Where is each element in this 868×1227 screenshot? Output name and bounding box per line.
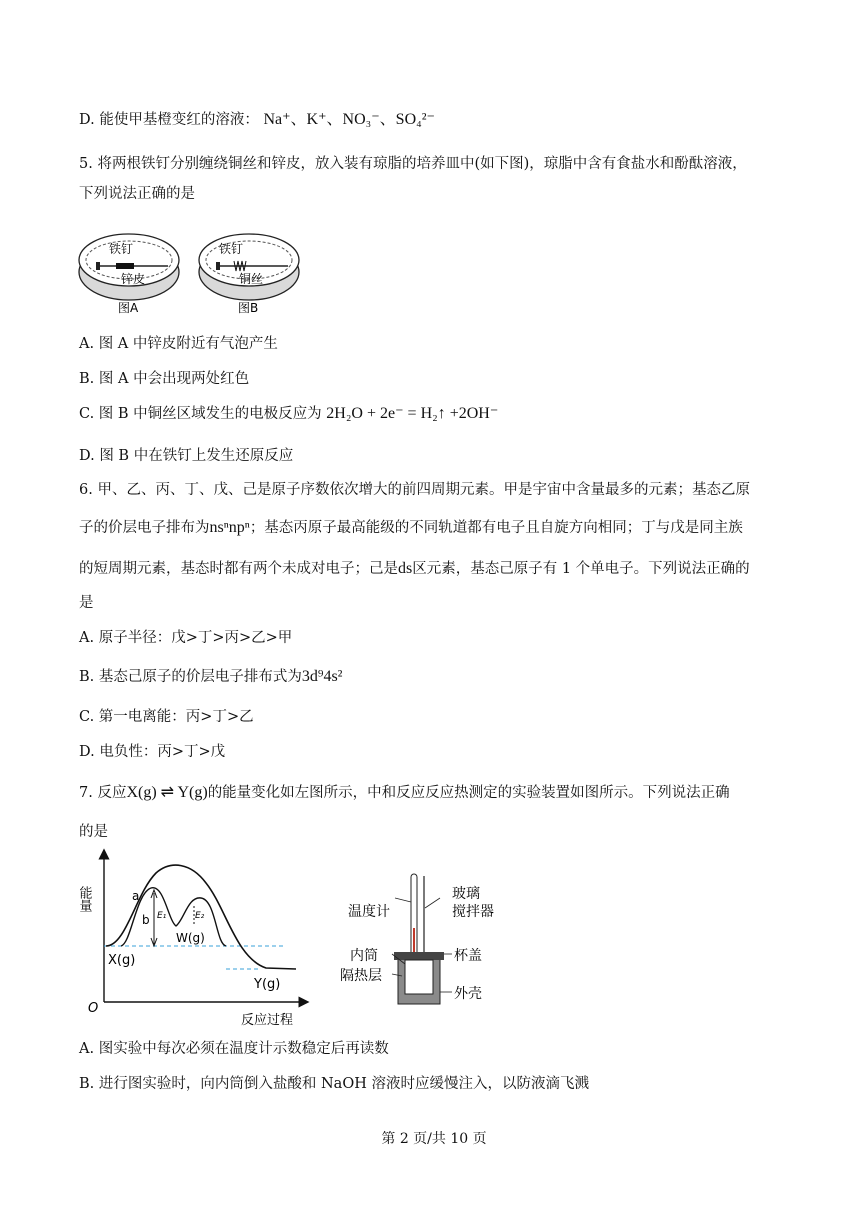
- label-inner: 内筒: [350, 948, 378, 964]
- fig-a-wrap-label: 锌皮: [121, 272, 146, 286]
- label-stirrer-1: 玻璃: [452, 886, 480, 902]
- q6-config-b: 3d⁹4s²: [301, 668, 343, 685]
- q5-stem-line1: 5. 将两根铁钉分别缠绕铜丝和锌皮，放入装有琼脂的培养皿中(如下图)，琼脂中含有食盐水和酚酞溶液，: [79, 156, 747, 172]
- q7-equation: X(g) ⇌ Y(g): [126, 784, 208, 801]
- label-a: a: [132, 889, 140, 903]
- page-footer: 第 2 页/共 10 页: [381, 1131, 487, 1147]
- q6-stem-line2: 子的价层电子排布为nsⁿnpⁿ；基态丙原子最高能级的不同轨道都有电子且自旋方向相同；丁与戊是同主族: [79, 519, 743, 536]
- label-thermometer: 温度计: [348, 904, 390, 920]
- q6-ds: ds: [398, 560, 413, 577]
- label-b: b: [142, 913, 150, 927]
- dish-a: [79, 234, 179, 315]
- q5-stem-line2: 下列说法正确的是: [79, 186, 195, 202]
- dish-b: [199, 234, 299, 315]
- q6-option-b: B. 基态己原子的价层电子排布式为3d⁹4s²: [79, 668, 343, 685]
- q6-config: nsⁿnpⁿ: [209, 519, 250, 536]
- calorimeter-diagram: [340, 868, 520, 1008]
- label-y: Y(g): [254, 977, 281, 992]
- q4-option-d: D. 能使甲基橙变红的溶液： Na⁺、K⁺、NO₃⁻、SO₄²⁻: [79, 111, 435, 128]
- label-stirrer-2: 搅拌器: [452, 904, 494, 920]
- q7-option-b: B. 进行图实验时，向内筒倒入盐酸和 NaOH 溶液时应缓慢注入，以防液滴飞溅: [79, 1076, 589, 1092]
- q6-stem-line4: 是: [79, 595, 94, 611]
- fig-b-nail-label: 铁钉: [219, 242, 244, 256]
- q7-option-a: A. 图实验中每次必须在温度计示数稳定后再读数: [79, 1041, 389, 1057]
- q5-option-d: D. 图 B 中在铁钉上发生还原反应: [79, 448, 294, 464]
- q4-ions: Na⁺、K⁺、NO₃⁻、SO₄²⁻: [263, 111, 435, 128]
- label-x: X(g): [108, 953, 136, 968]
- fig-a-caption: 图A: [118, 301, 139, 315]
- label-e1: E₁: [157, 911, 167, 921]
- q6-stem-line1: 6. 甲、乙、丙、丁、戊、己是原子序数依次增大的前四周期元素。甲是宇宙中含量最多的元素；基态乙原: [79, 482, 750, 498]
- energy-origin: O: [88, 1001, 99, 1016]
- fig-b-wrap-label: 铜丝: [239, 272, 264, 286]
- fig-b-caption: 图B: [238, 301, 259, 315]
- q7-stem-line2: 的是: [79, 824, 108, 840]
- label-w: W(g): [176, 931, 205, 945]
- energy-xlabel: 反应过程: [241, 1013, 294, 1028]
- q6-option-c: C. 第一电离能：丙>丁>乙: [79, 709, 254, 725]
- q6-stem-line3: 的短周期元素，基态时都有两个未成对电子；己是ds区元素，基态己原子有 1 个单电子。下列说法正确的: [79, 560, 750, 577]
- q5-figure: [76, 226, 306, 318]
- fig-a-nail-label: 铁钉: [109, 242, 134, 256]
- q5-option-b: B. 图 A 中会出现两处红色: [79, 371, 250, 387]
- q5-option-a: A. 图 A 中锌皮附近有气泡产生: [79, 336, 278, 352]
- label-e2: E₂: [195, 911, 205, 921]
- q5-equation: 2H₂O + 2e⁻ = H₂↑ +2OH⁻: [326, 405, 499, 422]
- q5-option-c: C. 图 B 中铜丝区域发生的电极反应为 2H₂O + 2e⁻ = H₂↑ +2OH⁻: [79, 405, 499, 422]
- q7-stem-line1: 7. 反应X(g) ⇌ Y(g)的能量变化如左图所示，中和反应反应热测定的实验装置如图所示。下列说法正确: [79, 784, 730, 801]
- energy-diagram: [76, 848, 316, 1028]
- q6-option-a: A. 原子半径：戊>丁>丙>乙>甲: [79, 630, 293, 646]
- label-insulation: 隔热层: [340, 968, 382, 984]
- energy-ylabel: 能量: [76, 886, 92, 912]
- label-shell: 外壳: [454, 986, 482, 1002]
- label-lid: 杯盖: [454, 948, 482, 964]
- q6-option-d: D. 电负性：丙>丁>戊: [79, 744, 226, 760]
